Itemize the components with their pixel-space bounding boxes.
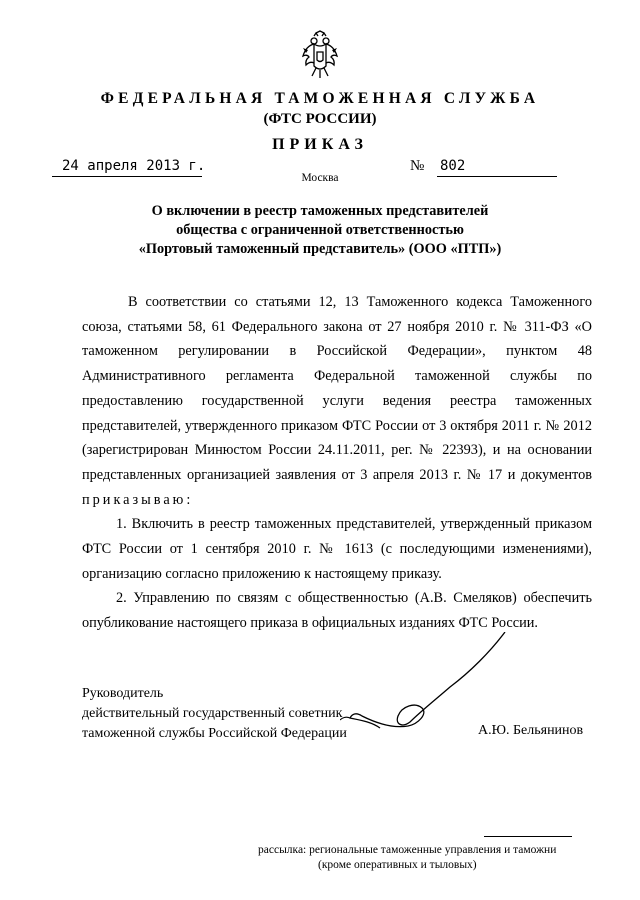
distribution-rule: [484, 836, 572, 837]
document-type: ПРИКАЗ: [272, 136, 368, 153]
number-sign: №: [410, 158, 425, 174]
title-line-2: общества с ограниченной ответственностью: [176, 222, 464, 238]
coat-of-arms-icon: [300, 30, 340, 82]
preamble-text: В соответствии со статьями 12, 13 Таможенного кодекса Таможенного союза, статьями 58, 61 Федерального закона от 27 ноября 2010 г. № 311-ФЗ «О таможенном регулировании в Российской Федерации», пунктом 48 Административного регламента Федеральной таможенной службы по предоставлению государственной услуги ведения реестра таможенных представителей, утвержденного приказом ФТС России от 3 октября 2011 г. № 2012 (зарегистрирован Минюстом России 24.11.2011, рег. № 22393), и на основании представленных организацией заявления от 3 апреля 2013 г. № 17 и документов: [82, 294, 592, 483]
title-line-1: О включении в реестр таможенных представителей: [151, 203, 489, 219]
signatory-rank: действительный государственный советник: [82, 706, 343, 721]
order-keyword: приказываю:: [82, 491, 194, 508]
signatory-rank-continued: таможенной службы Российской Федерации: [82, 726, 347, 741]
agency-short-name: (ФТС РОССИИ): [263, 111, 377, 127]
distribution-line-1: рассылка: региональные таможенные управления и таможни: [258, 844, 557, 856]
signatory-block: [82, 684, 347, 744]
distribution-line-2: (кроме оперативных и тыловых): [318, 859, 477, 871]
order-date: 24 апреля 2013 г.: [62, 158, 206, 174]
agency-name: ФЕДЕРАЛЬНАЯ ТАМОЖЕННАЯ СЛУЖБА: [100, 90, 540, 107]
preamble-paragraph: [82, 290, 592, 512]
order-number: 802: [440, 158, 466, 174]
order-item-1: 1. Включить в реестр таможенных представителей, утвержденный приказом ФТС России от 1 сентября 2010 г. № 1613 (с последующими изменениями), организацию согласно приложению к настоящему приказу.: [82, 516, 592, 582]
distribution-list: [258, 843, 598, 873]
order-body: [82, 290, 592, 636]
title-line-3: «Портовый таможенный представитель» (ООО «ПТП»): [138, 241, 502, 257]
city: Москва: [301, 172, 339, 184]
order-item-2: 2. Управлению по связям с общественностью (А.В. Смеляков) обеспечить опубликование настоящего приказа в официальных изданиях ФТС России.: [82, 590, 592, 632]
signatory-position: Руководитель: [82, 686, 164, 701]
signatory-name: А.Ю. Бельянинов: [478, 723, 584, 738]
order-title: [0, 202, 640, 259]
